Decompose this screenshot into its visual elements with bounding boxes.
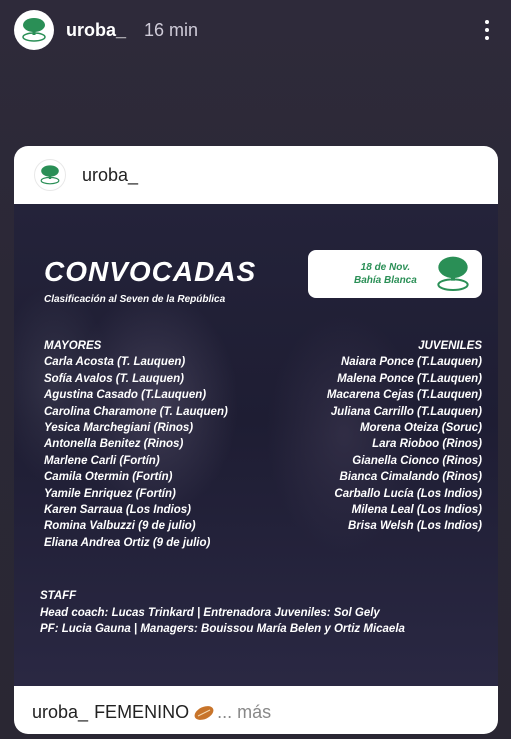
image-subtitle: Clasificación al Seven de la República <box>44 294 226 305</box>
player-name: Carballo Lucía (Los Indios) <box>334 487 482 500</box>
post-image <box>14 204 498 686</box>
player-name: Macarena Cejas (T.Lauquen) <box>326 389 482 402</box>
post-caption[interactable] <box>32 702 271 723</box>
player-name: Naiara Ponce (T.Lauquen) <box>340 356 482 369</box>
mayores-list <box>44 338 228 551</box>
player-name: Brisa Welsh (Los Indios) <box>348 520 482 533</box>
player-name: Eliana Andrea Ortiz (9 de julio) <box>44 536 211 549</box>
player-name: Romina Valbuzzi (9 de julio) <box>44 520 196 533</box>
caption-text: FEMENINO <box>94 702 190 722</box>
player-name: Carla Acosta (T. Lauquen) <box>44 356 186 369</box>
staff-line: Head coach: Lucas Trinkard | Entrenadora Juveniles: Sol Gely <box>40 606 380 619</box>
date-text <box>354 261 417 287</box>
player-name: Bianca Cimalando (Rinos) <box>339 471 482 484</box>
player-name: Agustina Casado (T.Lauquen) <box>44 389 207 402</box>
player-name: Antonella Benitez (Rinos) <box>44 438 184 451</box>
player-name: Karen Sarraua (Los Indios) <box>44 504 191 517</box>
player-name: Morena Oteiza (Soruc) <box>359 422 482 435</box>
player-name: Camila Otermin (Fortín) <box>44 471 173 484</box>
post-username[interactable]: uroba_ <box>82 164 139 185</box>
post-header <box>14 146 498 204</box>
player-name: Marlene Carli (Fortín) <box>44 454 160 467</box>
player-name: Lara Rioboo (Rinos) <box>372 438 482 451</box>
player-name: Malena Ponce (T.Lauquen) <box>337 372 482 385</box>
player-name: Gianella Cionco (Rinos) <box>352 454 482 467</box>
player-name: Carolina Charamone (T. Lauquen) <box>44 405 228 418</box>
caption-username[interactable]: uroba_ <box>32 702 89 722</box>
shared-post-card[interactable] <box>14 146 498 734</box>
date-box <box>308 250 482 298</box>
more-options-icon[interactable] <box>477 15 497 45</box>
image-title: CONVOCADAS <box>44 256 257 287</box>
rugby-ball-icon <box>193 705 215 721</box>
uroba-logo-icon <box>433 254 473 294</box>
tree-logo-icon <box>19 15 49 45</box>
story-header <box>14 10 497 50</box>
player-name: Yesica Marchegiani (Rinos) <box>44 422 194 435</box>
mayores-heading: MAYORES <box>44 340 102 352</box>
event-place: Bahía Blanca <box>354 275 417 286</box>
post-avatar[interactable] <box>34 159 66 191</box>
player-name: Yamile Enriquez (Fortín) <box>44 487 176 500</box>
caption-more-link[interactable]: ... más <box>217 702 272 722</box>
player-name: Sofía Avalos (T. Lauquen) <box>44 372 184 385</box>
story-username[interactable]: uroba_ <box>66 19 127 40</box>
tree-logo-icon <box>38 163 62 187</box>
story-avatar[interactable] <box>14 10 54 50</box>
player-name: Milena Leal (Los Indios) <box>351 504 482 517</box>
event-date: 18 de Nov. <box>360 262 411 273</box>
player-name: Juliana Carrillo (T.Lauquen) <box>330 405 482 418</box>
staff-heading: STAFF <box>40 590 77 602</box>
juveniles-heading: JUVENILES <box>418 340 482 352</box>
juveniles-list <box>327 338 482 535</box>
staff-section <box>40 588 405 638</box>
staff-line: PF: Lucia Gauna | Managers: Bouissou María Belen y Ortiz Micaela <box>40 623 405 635</box>
story-time: 16 min <box>144 19 199 40</box>
